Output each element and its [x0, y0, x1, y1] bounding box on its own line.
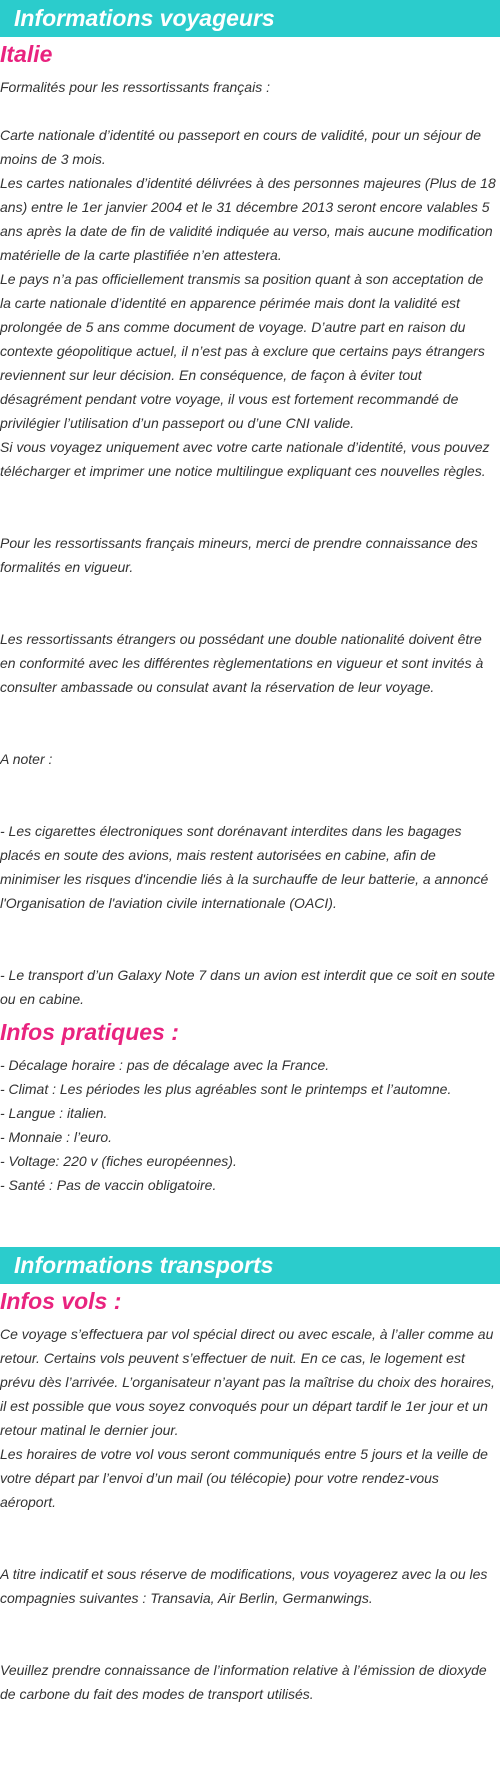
formalites-intro: Formalités pour les ressortissants français :	[0, 79, 270, 95]
list-item: - Climat : Les périodes les plus agréables sont le printemps et l’automne.	[0, 1081, 452, 1097]
section-transports	[0, 1247, 500, 1706]
galaxy-note-paragraph: - Le transport d’un Galaxy Note 7 dans un avion est interdit que ce soit en soute ou en cabine.	[0, 967, 499, 1007]
section-header-voyageurs: Informations voyageurs	[0, 0, 500, 37]
list-item: - Santé : Pas de vaccin obligatoire.	[0, 1177, 217, 1193]
list-item: - Monnaie : l’euro.	[0, 1129, 113, 1145]
section-header-transports: Informations transports	[0, 1247, 500, 1284]
compagnies-paragraph: A titre indicatif et sous réserve de modifications, vous voyagerez avec la ou les compagnies suivantes : Transavia, Air Berlin, Germanwings.	[0, 1566, 492, 1606]
infos-vols-heading: Infos vols :	[0, 1288, 122, 1314]
list-item: - Voltage: 220 v (fiches européennes).	[0, 1153, 237, 1169]
co2-paragraph: Veuillez prendre connaissance de l’information relative à l’émission de dioxyde de carbone du fait des modes de transport utilisés.	[0, 1662, 491, 1702]
carte-identite-paragraph: Carte nationale d’identité ou passeport en cours de validité, pour un séjour de moins de 3 mois. Les cartes nationales d’identité délivrées à des personnes majeures (Plus de 18 ans) entre le 1er janvier 2004 et le 31 décembre 2013 seront encore valables 5 ans après la date de fin de validité indiquée au verso, mais aucune modification matérielle de la carte plastifiée n’en attestera. Le pays n’a pas officiellement transmis sa position quant à son acceptation de la carte nationale d’identité en apparence périmée mais dont la validité est prolongée de 5 ans comme document de voyage. D’autre part en raison du contexte géopolitique actuel, il n’est pas à exclure que certains pays étrangers reviennent sur leur décision. En conséquence, de façon à éviter tout désagrément pendant votre voyage, il vous est fortement recommandé de privilégier l’utilisation d’un passeport ou d’une CNI valide. Si vous voyagez uniquement avec votre carte nationale d’identité, vous pouvez télécharger et imprimer une notice multilingue expliquant ces nouvelles règles.	[0, 127, 496, 479]
etrangers-paragraph: Les ressortissants étrangers ou possédant une double nationalité doivent être en conformité avec les différentes règlementations en vigueur et sont invités à consulter ambassade ou consulat avant la réservation de leur voyage.	[0, 631, 488, 695]
cigarettes-paragraph: - Les cigarettes électroniques sont dorénavant interdites dans les bagages placés en soute des avions, mais restent autorisées en cabine, afin de minimiser les risques d'incendie liés à la surchauffe de leur batterie, a annoncé l'Organisation de l'aviation civile internationale (OACI).	[0, 823, 493, 911]
infos-pratiques-heading: Infos pratiques :	[0, 1019, 179, 1045]
infos-pratiques-list	[0, 1053, 500, 1197]
vols-paragraph: Ce voyage s’effectuera par vol spécial direct ou avec escale, à l’aller comme au retour. Certains vols peuvent s’effectuer de nuit. En ce cas, le logement est prévu dès l’arrivée. L’organisateur n’ayant pas la maîtrise du choix des horaires, il est possible que vous soyez convoqués pour un départ tardif le 1er jour et un retour matinal le dernier jour. Les horaires de votre vol vous seront communiqués entre 5 jours et la veille de votre départ par l’envoi d’un mail (ou télécopie) pour votre rendez-vous aéroport.	[0, 1326, 495, 1510]
country-heading: Italie	[0, 41, 53, 67]
a-noter-label: A noter :	[0, 751, 53, 767]
mineurs-paragraph: Pour les ressortissants français mineurs, merci de prendre connaissance des formalités en vigueur.	[0, 535, 482, 575]
list-item: - Décalage horaire : pas de décalage avec la France.	[0, 1057, 330, 1073]
list-item: - Langue : italien.	[0, 1105, 108, 1121]
